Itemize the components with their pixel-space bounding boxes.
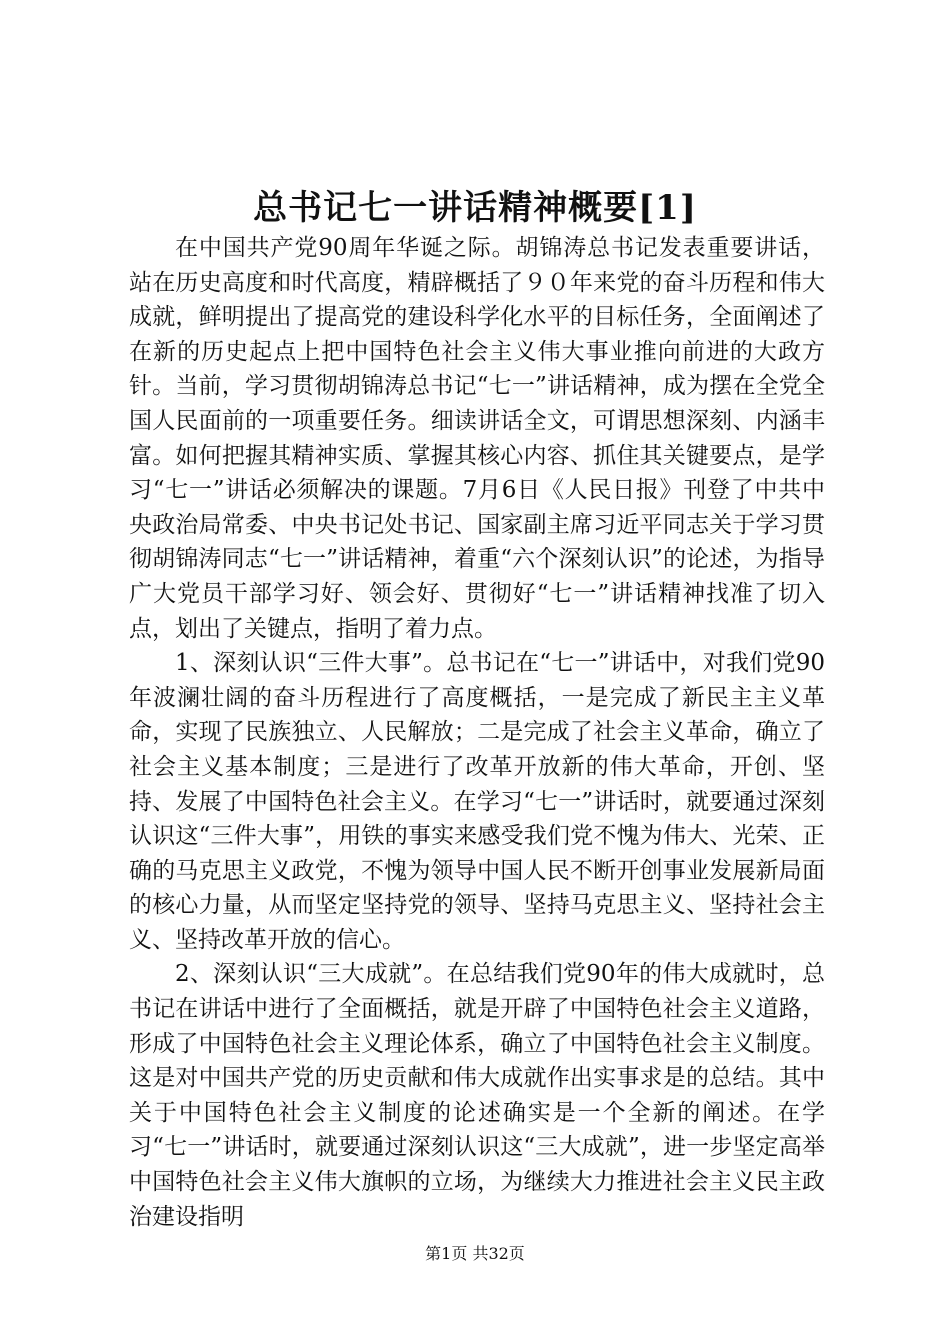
paragraph-three-achievements: 2、深刻认识“三大成就”。在总结我们党90年的伟大成就时，总书记在讲话中进行了全面概括，就是开辟了中国特色社会主义道路，形成了中国特色社会主义理论体系，确立了中国特色社会主义制度。这是对中国共产党的历史贡献和伟大成就作出实事求是的总结。其中关于中国特色社会主义制度的论述确实是一个全新的阐述。在学习“七一”讲话时，就要通过深刻认识这“三大成就”，进一步坚定高举中国特色社会主义伟大旗帜的立场，为继续大力推进社会主义民主政治建设指明 [129, 961, 825, 1230]
document-body [129, 231, 825, 1234]
paragraph-intro: 在中国共产党90周年华诞之际。胡锦涛总书记发表重要讲话，站在历史高度和时代高度，精辟概括了９０年来党的奋斗历程和伟大成就，鲜明提出了提高党的建设科学化水平的目标任务，全面阐述了在新的历史起点上把中国特色社会主义伟大事业推向前进的大政方针。当前，学习贯彻胡锦涛总书记“七一”讲话精神，成为摆在全党全国人民面前的一项重要任务。细读讲话全文，可谓思想深刻、内涵丰富。如何把握其精神实质、掌握其核心内容、抓住其关键要点，是学习“七一”讲话必须解决的课题。7月6日《人民日报》刊登了中共中央政治局常委、中央书记处书记、国家副主席习近平同志关于学习贯彻胡锦涛同志“七一”讲话精神，着重“六个深刻认识”的论述，为指导广大党员干部学习好、领会好、贯彻好“七一”讲话精神找准了切入点，划出了关键点，指明了着力点。 [129, 235, 825, 642]
document-title: 总书记七一讲话精神概要[1] [253, 188, 697, 228]
paragraph-three-events: 1、深刻认识“三件大事”。总书记在“七一”讲话中，对我们党90年波澜壮阔的奋斗历程进行了高度概括，一是完成了新民主主义革命，实现了民族独立、人民解放；二是完成了社会主义革命，确立了社会主义基本制度；三是进行了改革开放新的伟大革命，开创、坚持、发展了中国特色社会主义。在学习“七一”讲话时，就要通过深刻认识这“三件大事”，用铁的事实来感受我们党不愧为伟大、光荣、正确的马克思主义政党，不愧为领导中国人民不断开创事业发展新局面的核心力量，从而坚定坚持党的领导、坚持马克思主义、坚持社会主义、坚持改革开放的信心。 [129, 650, 825, 953]
page-number-footer: 第1页 共32页 [425, 1244, 525, 1263]
